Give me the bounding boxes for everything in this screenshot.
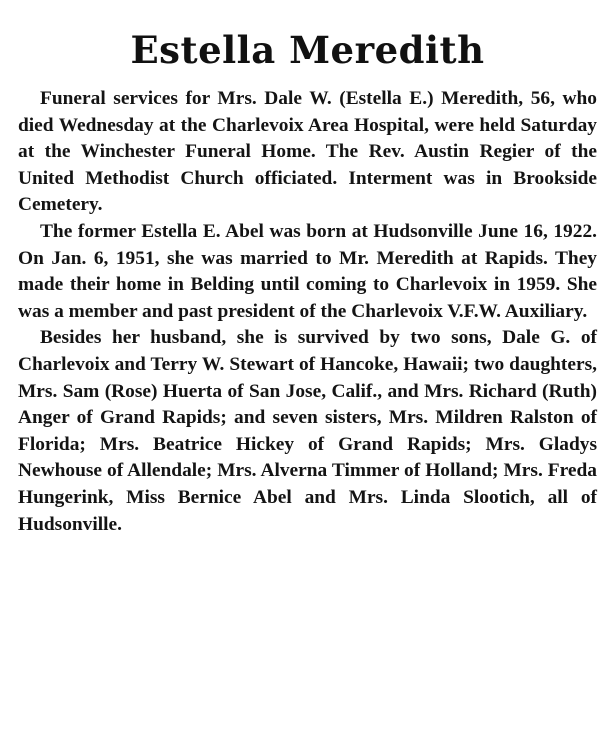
obituary-headline: Estella Meredith: [130, 28, 485, 72]
obituary-paragraph-services: Funeral services for Mrs. Dale W. (Estella E.) Meredith, 56, who died Wednesday at the Charlevoix Area Hospital, were held Saturday at the Winchester Funeral Home. The Rev. Austin Regier of the United Methodist Church officiated. Interment was in Brookside Cemetery.: [18, 88, 597, 216]
obituary-paragraph-biography: The former Estella E. Abel was born at Hudsonville June 16, 1922. On Jan. 6, 1951, she was married to Mr. Meredith at Rapids. They made their home in Belding until coming to Charlevoix in 1959. She was a member and past president of the Charlevoix V.F.W. Auxiliary.: [18, 220, 597, 322]
obituary-paragraph-survivors: Besides her husband, she is survived by two sons, Dale G. of Charlevoix and Terry W. Stewart of Hancoke, Hawaii; two daughters, Mrs. Sam (Rose) Huerta of San Jose, Calif., and Mrs. Richard (Ruth) Anger of Grand Rapids; and seven sisters, Mrs. Mildren Ralston of Florida; Mrs. Beatrice Hickey of Grand Rapids; Mrs. Gladys Newhouse of Allendale; Mrs. Alverna Timmer of Holland; Mrs. Freda Hungerink, Miss Bernice Abel and Mrs. Linda Slootich, all of Hudsonville.: [18, 327, 597, 535]
